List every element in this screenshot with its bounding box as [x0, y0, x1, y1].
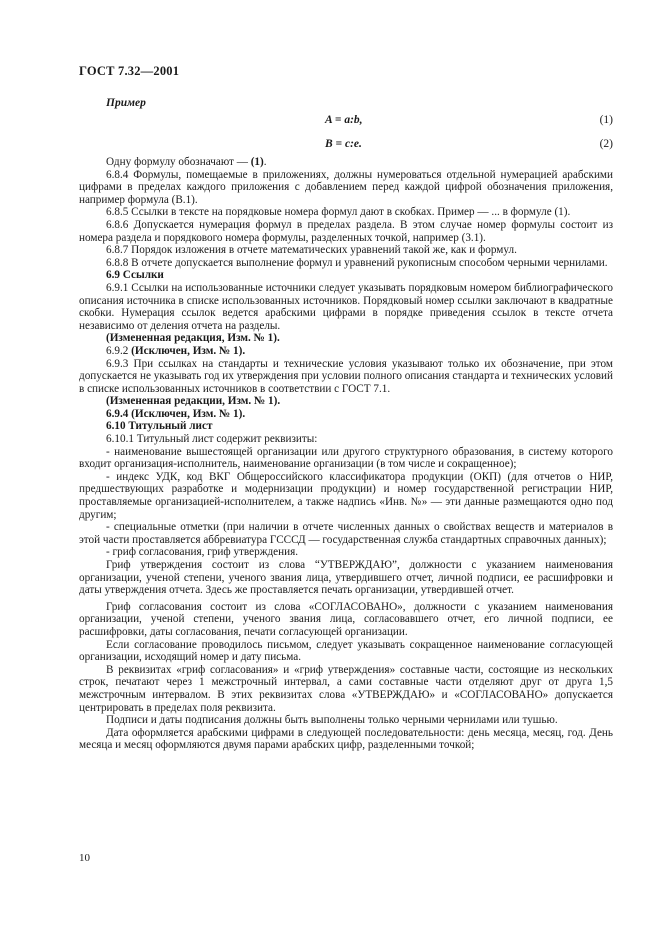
amendment-note: (Измененная редакция, Изм. № 1). [106, 332, 280, 345]
bold-span: (Исключен, Изм. № 1). [131, 344, 246, 357]
paragraph-6-9-1: 6.9.1 Ссылки на использованные источники следует указывать порядковым номером библиографического описания источника в списке использованных источников. Порядковый номер ссылки заключают в квадратные скобки. Нумерация ссылок ведется арабскими цифрами в порядке приведения ссылок в тексте отчета независимо от деления отчета на разделы. [79, 281, 613, 332]
paragraph-agreement-letter: Если согласование проводилось письмом, следует указывать сокращенное наименование согласующей организации, исходящий номер и дату письма. [79, 638, 613, 664]
paragraph-formula-reference [79, 156, 613, 169]
text-span: 6.9.4 [106, 407, 132, 420]
paragraph-6-8-4: 6.8.4 Формулы, помещаемые в приложениях, должны нумероваться отдельной нумерацией арабскими цифрами в пределах каждого приложения с добавлением перед каждой цифрой обозначения приложения, например формула (В.1). [79, 168, 613, 206]
paragraph-6-8-8: 6.8.8 В отчете допускается выполнение формул и уравнений рукописным способом черными чернилами. [106, 256, 608, 269]
formula-1: A = a:b, [325, 114, 363, 126]
paragraph-agreement-stamp: Гриф согласования состоит из слова «СОГЛАСОВАНО», должности с указанием наименования организации, ученой степени, ученого звания лица, согласовавшего отчет, его личной подписи, ее расшифровки, даты согласования, печати согласующей организации. [79, 600, 613, 638]
paragraph-approval-stamp: Гриф утверждения состоит из слова “УТВЕРЖДАЮ”, должности с указанием наименования организации, ученой степени, ученого звания лица, утвердившего отчет, личной подписи, ее расшифровки и даты утверждения отчета. Здесь же проставляется печать организации, утвердившей отчет. [79, 559, 613, 597]
bold-span: (1) [250, 156, 264, 168]
document-body [79, 156, 613, 752]
formula-2-number: (2) [599, 138, 613, 150]
paragraph-signatures: Подписи и даты подписания должны быть выполнены только черными чернилами или тушью. [106, 714, 558, 727]
paragraph-6-8-6: 6.8.6 Допускается нумерация формул в пределах раздела. В этом случае номер формулы состоит из номера раздела и порядкового номера формулы, разделенных точкой, например (3.1). [79, 218, 613, 244]
paragraph-6-9-4 [79, 408, 613, 421]
example-label: Пример [106, 97, 146, 109]
text-span: Одну формулу обозначают — [106, 156, 251, 168]
text-span: 6.9.2 [106, 344, 132, 357]
text-span: . [263, 156, 267, 168]
section-heading-6-9: 6.9 Ссылки [106, 269, 164, 282]
paragraph-6-10-1: 6.10.1 Титульный лист содержит реквизиты: [106, 433, 318, 446]
document-header: ГОСТ 7.32—2001 [79, 64, 180, 78]
list-item: - индекс УДК, код ВКГ Общероссийского классификатора продукции (ОКП) (для отчетов о НИР, предшествующих разработке и модернизации продукции) и номер государственной регистрации НИР, проставляемые организацией-исполнителем, а также надпись «Инв. №» — эти данные размещаются одно под другим; [79, 470, 613, 521]
formula-2: B = c:e. [325, 138, 362, 150]
paragraph-6-9-2 [79, 345, 613, 358]
paragraph-6-8-7: 6.8.7 Порядок изложения в отчете математических уравнений такой же, как и формул. [106, 244, 517, 257]
section-heading-6-10: 6.10 Титульный лист [106, 420, 213, 433]
paragraph-6-8-5: 6.8.5 Ссылки в тексте на порядковые номера формул дают в скобках. Пример — ... в формуле (1). [106, 206, 571, 219]
page-number: 10 [79, 852, 90, 864]
formula-1-number: (1) [599, 114, 613, 126]
paragraph-stamp-layout: В реквизитах «гриф согласования» и «гриф утверждения» составные части, состоящие из нескольких строк, печатают через 1 межстрочный интервал, а сами составные части отделяют друг от друга 1,5 межстрочным интервалом. В этих реквизитах слова «УТВЕРЖДАЮ» и «СОГЛАСОВАНО» допускается центрировать в пределах поля реквизита. [79, 663, 613, 714]
paragraph-6-9-3: 6.9.3 При ссылках на стандарты и технические условия указывают только их обозначение, при этом допускается не указывать год их утверждения при условии полного описания стандарта и технических условий в списке использованных источников в соответствии с ГОСТ 7.1. [79, 357, 613, 395]
list-item: - специальные отметки (при наличии в отчете численных данных о свойствах веществ и материалов в этой части проставляется аббревиатура ГСССД — государственная служба стандартных справочных данных); [79, 521, 613, 546]
paragraph-date-format: Дата оформляется арабскими цифрами в следующей последовательности: день месяца, месяц, год. День месяца и месяц оформляются двумя парами арабских цифр, разделенными точкой; [79, 726, 613, 752]
amendment-note: (Измененная редакции, Изм. № 1). [106, 395, 281, 408]
list-item: - наименование вышестоящей организации или другого структурного образования, в систему которого входит организация-исполнитель, наименование организации (в том числе и сокращенное); [79, 445, 613, 471]
bold-span: (Исключен, Изм. № 1). [131, 407, 246, 420]
list-item: - гриф согласования, гриф утверждения. [106, 546, 299, 559]
